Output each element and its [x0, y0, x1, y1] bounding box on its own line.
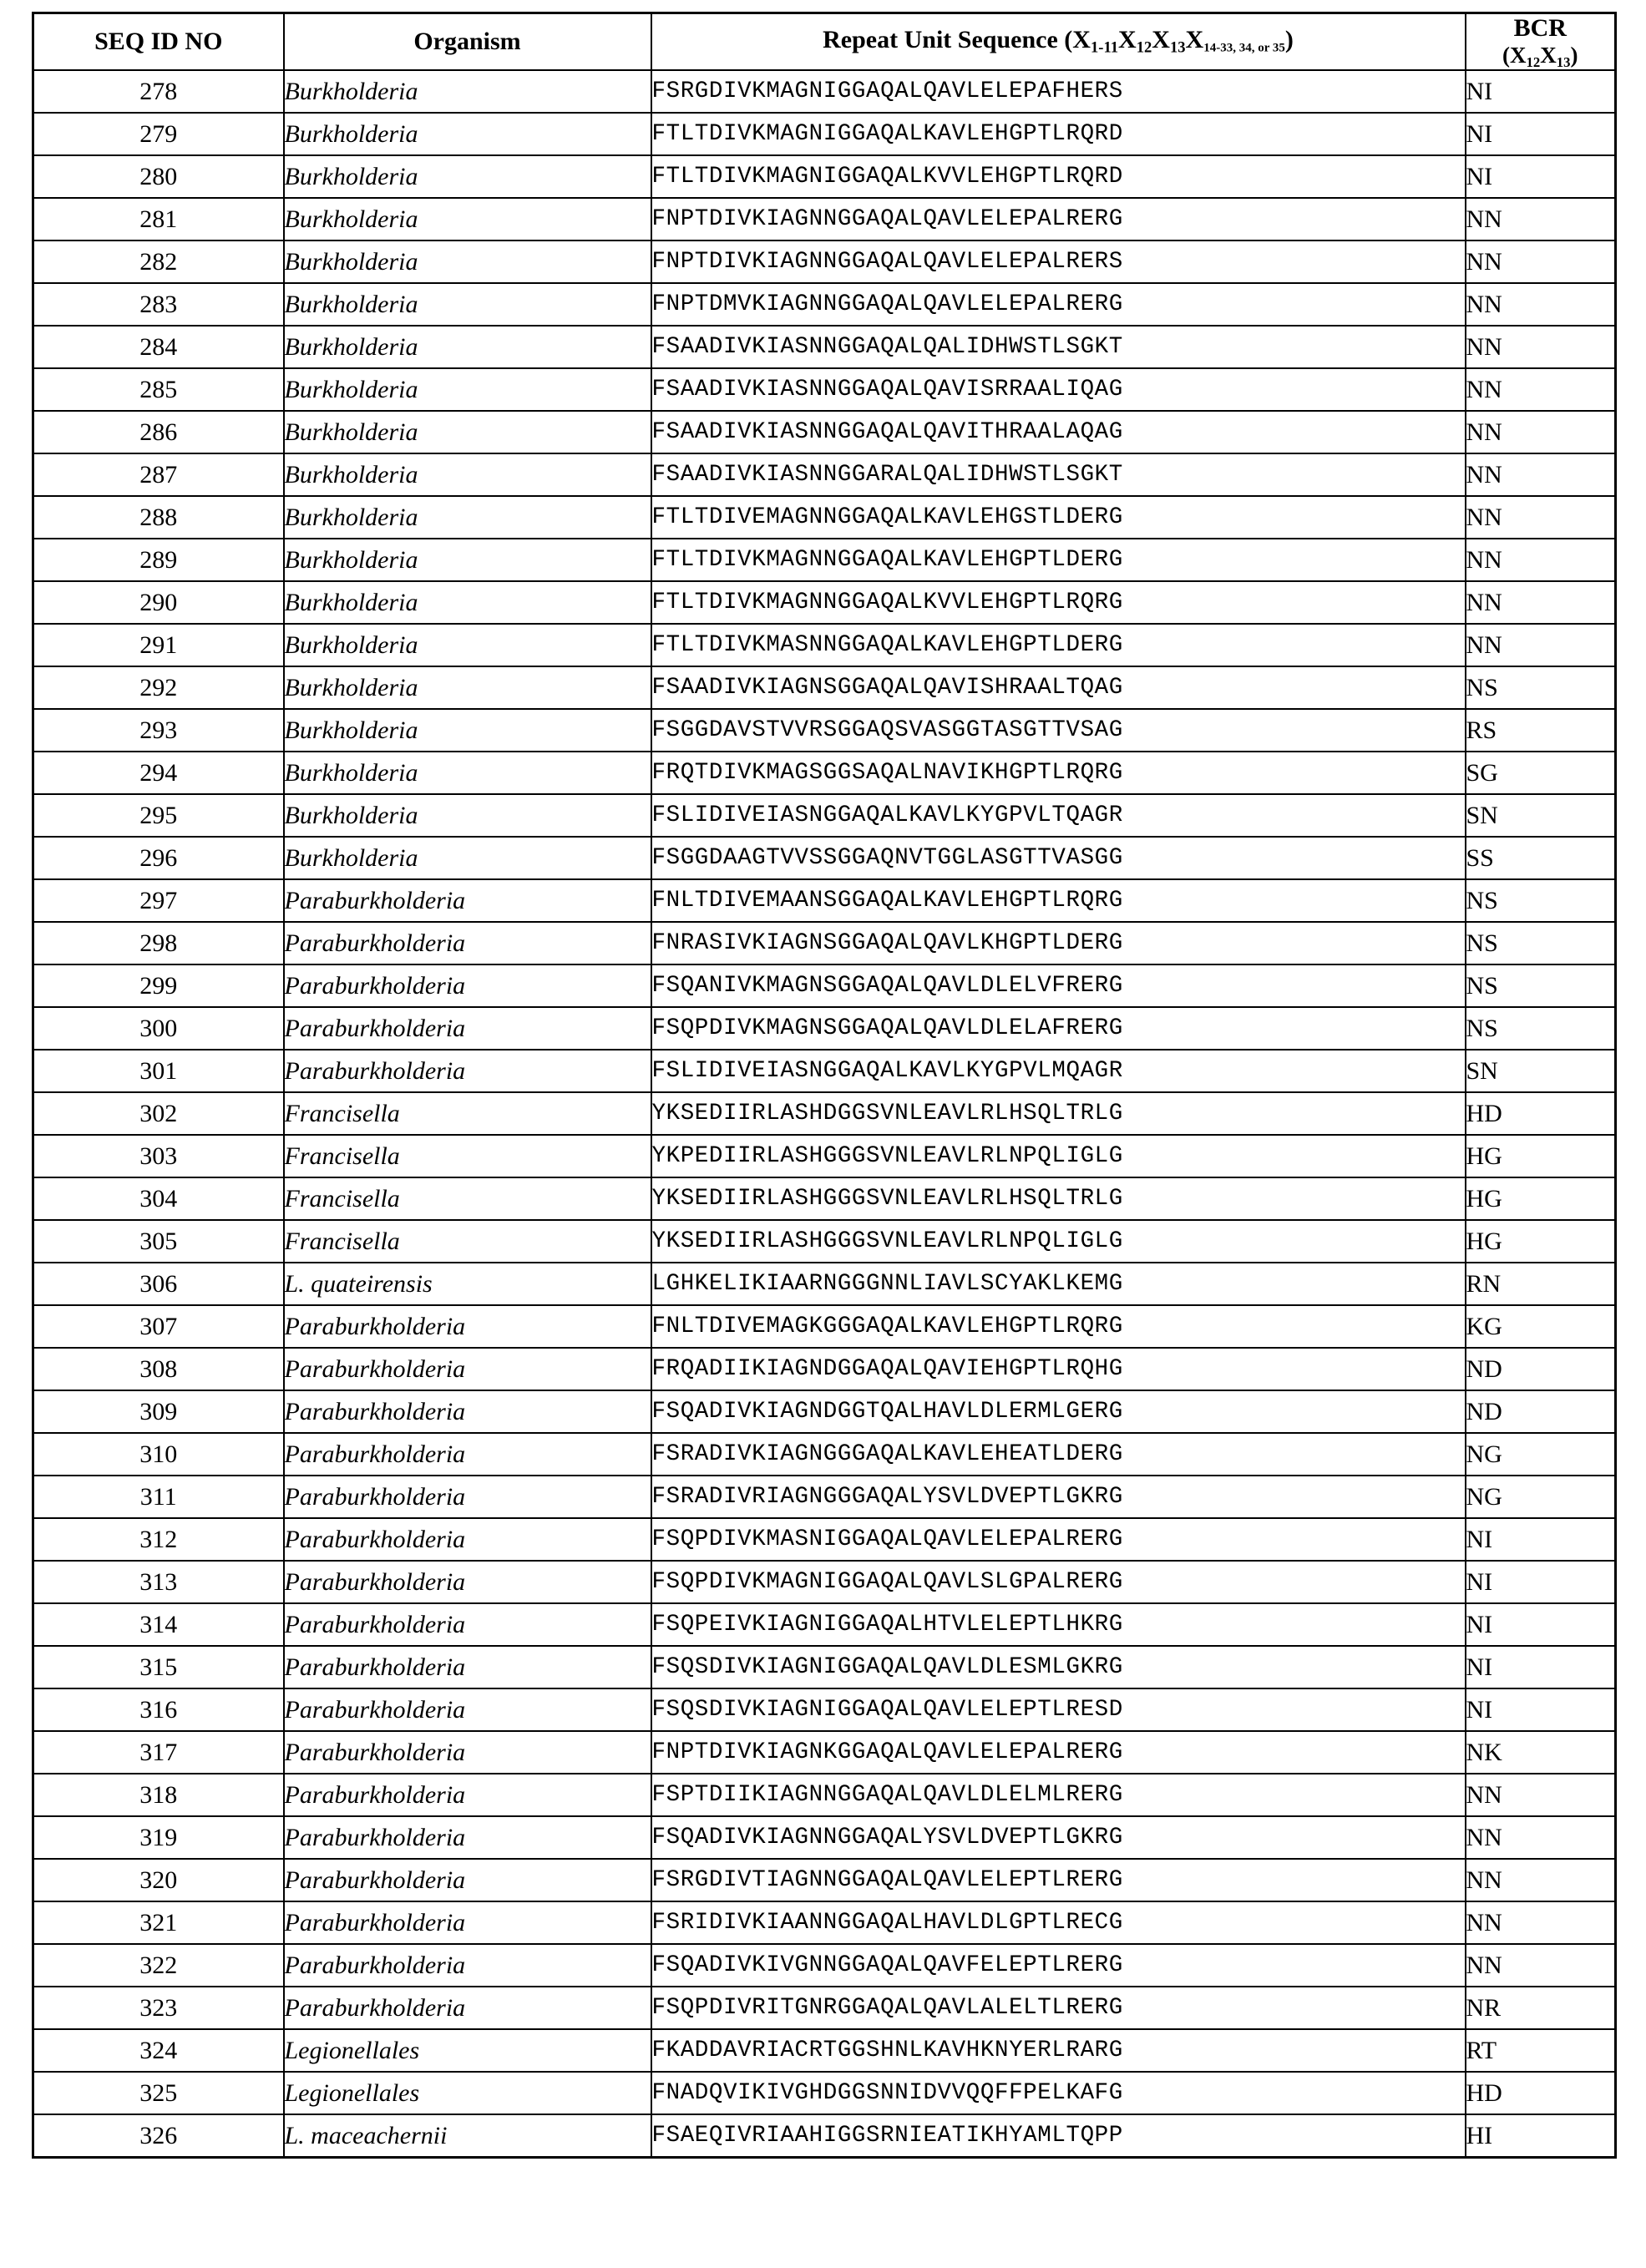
cell-bcr: SN: [1466, 1050, 1616, 1092]
table-row: [33, 453, 1616, 496]
cell-organism: Paraburkholderia: [284, 964, 651, 1007]
cell-seq-id: 290: [33, 581, 284, 624]
cell-repeat-unit: FTLTDIVEMAGNNGGAQALKAVLEHGSTLDERG: [651, 496, 1466, 539]
cell-bcr: NI: [1466, 1603, 1616, 1646]
cell-seq-id: 321: [33, 1901, 284, 1944]
table-row: [33, 496, 1616, 539]
cell-bcr: HD: [1466, 1092, 1616, 1135]
cell-organism: L. maceachernii: [284, 2114, 651, 2158]
cell-bcr: NS: [1466, 879, 1616, 922]
cell-repeat-unit: FSAADIVKIASNNGGARALQALIDHWSTLSGKT: [651, 453, 1466, 496]
cell-repeat-unit: FNLTDIVEMAGKGGGAQALKAVLEHGPTLRQRG: [651, 1305, 1466, 1348]
cell-organism: Burkholderia: [284, 411, 651, 453]
cell-organism: Burkholderia: [284, 368, 651, 411]
cell-seq-id: 284: [33, 326, 284, 368]
cell-seq-id: 312: [33, 1518, 284, 1561]
cell-bcr: NI: [1466, 113, 1616, 155]
table-row: [33, 1603, 1616, 1646]
table-row: [33, 368, 1616, 411]
table-row: [33, 709, 1616, 752]
cell-seq-id: 316: [33, 1688, 284, 1731]
cell-seq-id: 310: [33, 1433, 284, 1476]
cell-seq-id: 313: [33, 1561, 284, 1603]
cell-bcr: NI: [1466, 1561, 1616, 1603]
cell-seq-id: 317: [33, 1731, 284, 1774]
cell-organism: Paraburkholderia: [284, 879, 651, 922]
cell-organism: Burkholderia: [284, 624, 651, 666]
cell-seq-id: 304: [33, 1177, 284, 1220]
cell-seq-id: 289: [33, 539, 284, 581]
cell-bcr: NN: [1466, 1816, 1616, 1859]
cell-repeat-unit: FSAADIVKIASNNGGAQALQALIDHWSTLSGKT: [651, 326, 1466, 368]
cell-organism: Paraburkholderia: [284, 1007, 651, 1050]
column-header-bcr: [1466, 13, 1616, 71]
cell-repeat-unit: FSQPEIVKIAGNIGGAQALHTVLELEPTLHKRG: [651, 1603, 1466, 1646]
table-row: [33, 1433, 1616, 1476]
cell-seq-id: 318: [33, 1774, 284, 1816]
table-row: [33, 1688, 1616, 1731]
table-row: [33, 624, 1616, 666]
cell-organism: Paraburkholderia: [284, 1816, 651, 1859]
column-header-organism: Organism: [284, 13, 651, 71]
table-row: [33, 240, 1616, 283]
bcr-header-label: BCR: [1513, 14, 1567, 42]
cell-bcr: NK: [1466, 1731, 1616, 1774]
cell-organism: Paraburkholderia: [284, 1944, 651, 1987]
cell-repeat-unit: YKSEDIIRLASHGGGSVNLEAVLRLNPQLIGLG: [651, 1220, 1466, 1263]
cell-organism: Burkholderia: [284, 539, 651, 581]
cell-bcr: HG: [1466, 1220, 1616, 1263]
cell-organism: Burkholderia: [284, 283, 651, 326]
cell-repeat-unit: FSQANIVKMAGNSGGAQALQAVLDLELVFRERG: [651, 964, 1466, 1007]
cell-seq-id: 299: [33, 964, 284, 1007]
cell-seq-id: 287: [33, 453, 284, 496]
cell-bcr: HG: [1466, 1177, 1616, 1220]
cell-bcr: NS: [1466, 666, 1616, 709]
cell-bcr: NN: [1466, 326, 1616, 368]
cell-repeat-unit: FTLTDIVKMAGNIGGAQALKAVLEHGPTLRQRD: [651, 113, 1466, 155]
cell-repeat-unit: FSGGDAAGTVVSSGGAQNVTGGLASGTTVASGG: [651, 837, 1466, 879]
table-row: [33, 198, 1616, 240]
column-header-seq-id: SEQ ID NO: [33, 13, 284, 71]
cell-organism: Burkholderia: [284, 496, 651, 539]
cell-repeat-unit: FSQPDIVRITGNRGGAQALQAVLALELTLRERG: [651, 1987, 1466, 2029]
cell-bcr: NN: [1466, 411, 1616, 453]
cell-bcr: NN: [1466, 539, 1616, 581]
table-row: [33, 1476, 1616, 1518]
cell-seq-id: 315: [33, 1646, 284, 1688]
table-row: [33, 1646, 1616, 1688]
table-row: [33, 2029, 1616, 2072]
table-row: [33, 794, 1616, 837]
cell-seq-id: 323: [33, 1987, 284, 2029]
table-row: [33, 1220, 1616, 1263]
cell-bcr: RS: [1466, 709, 1616, 752]
cell-organism: Burkholderia: [284, 581, 651, 624]
cell-organism: Burkholderia: [284, 113, 651, 155]
cell-organism: Burkholderia: [284, 837, 651, 879]
cell-seq-id: 305: [33, 1220, 284, 1263]
cell-organism: Paraburkholderia: [284, 1731, 651, 1774]
cell-repeat-unit: FSQPDIVKMAGNSGGAQALQAVLDLELAFRERG: [651, 1007, 1466, 1050]
cell-repeat-unit: FSAADIVKIAGNSGGAQALQAVISHRAALTQAG: [651, 666, 1466, 709]
cell-seq-id: 282: [33, 240, 284, 283]
cell-seq-id: 314: [33, 1603, 284, 1646]
cell-organism: Legionellales: [284, 2072, 651, 2114]
cell-seq-id: 281: [33, 198, 284, 240]
cell-repeat-unit: FSAADIVKIASNNGGAQALQAVITHRAALAQAG: [651, 411, 1466, 453]
cell-organism: Legionellales: [284, 2029, 651, 2072]
cell-bcr: RN: [1466, 1263, 1616, 1305]
cell-bcr: NN: [1466, 198, 1616, 240]
cell-organism: Paraburkholderia: [284, 1688, 651, 1731]
table-row: [33, 326, 1616, 368]
table-row: [33, 2072, 1616, 2114]
cell-organism: Paraburkholderia: [284, 1774, 651, 1816]
cell-bcr: ND: [1466, 1390, 1616, 1433]
table-row: [33, 1987, 1616, 2029]
cell-bcr: NG: [1466, 1433, 1616, 1476]
cell-organism: Burkholderia: [284, 752, 651, 794]
cell-repeat-unit: FTLTDIVKMAGNIGGAQALKVVLEHGPTLRQRD: [651, 155, 1466, 198]
cell-seq-id: 300: [33, 1007, 284, 1050]
cell-organism: Francisella: [284, 1220, 651, 1263]
cell-repeat-unit: FSQPDIVKMASNIGGAQALQAVLELEPALRERG: [651, 1518, 1466, 1561]
cell-bcr: HI: [1466, 2114, 1616, 2158]
cell-bcr: NS: [1466, 964, 1616, 1007]
table-row: [33, 1561, 1616, 1603]
cell-bcr: NN: [1466, 496, 1616, 539]
table-row: [33, 1816, 1616, 1859]
cell-repeat-unit: FSLIDIVEIASNGGAQALKAVLKYGPVLTQAGR: [651, 794, 1466, 837]
cell-organism: Burkholderia: [284, 240, 651, 283]
cell-repeat-unit: YKSEDIIRLASHDGGSVNLEAVLRLHSQLTRLG: [651, 1092, 1466, 1135]
cell-repeat-unit: FKADDAVRIACRTGGSHNLKAVHKNYERLRARG: [651, 2029, 1466, 2072]
table-row: [33, 539, 1616, 581]
table-row: [33, 283, 1616, 326]
table-header-row: [33, 13, 1616, 71]
table-row: [33, 1135, 1616, 1177]
sequence-table: [32, 12, 1617, 2159]
cell-seq-id: 324: [33, 2029, 284, 2072]
cell-repeat-unit: FTLTDIVKMASNNGGAQALKAVLEHGPTLDERG: [651, 624, 1466, 666]
cell-seq-id: 309: [33, 1390, 284, 1433]
cell-seq-id: 296: [33, 837, 284, 879]
cell-seq-id: 280: [33, 155, 284, 198]
cell-organism: Paraburkholderia: [284, 1561, 651, 1603]
table-row: [33, 1092, 1616, 1135]
cell-seq-id: 292: [33, 666, 284, 709]
cell-organism: Paraburkholderia: [284, 1050, 651, 1092]
cell-repeat-unit: FSQADIVKIAGNDGGTQALHAVLDLERMLGERG: [651, 1390, 1466, 1433]
cell-seq-id: 291: [33, 624, 284, 666]
table-row: [33, 666, 1616, 709]
cell-seq-id: 325: [33, 2072, 284, 2114]
cell-organism: Paraburkholderia: [284, 1390, 651, 1433]
table-row: [33, 1901, 1616, 1944]
cell-bcr: NS: [1466, 922, 1616, 964]
cell-bcr: ND: [1466, 1348, 1616, 1390]
cell-repeat-unit: FSLIDIVEIASNGGAQALKAVLKYGPVLMQAGR: [651, 1050, 1466, 1092]
cell-seq-id: 279: [33, 113, 284, 155]
cell-repeat-unit: FNPTDIVKIAGNKGGAQALQAVLELEPALRERG: [651, 1731, 1466, 1774]
cell-seq-id: 293: [33, 709, 284, 752]
cell-organism: L. quateirensis: [284, 1263, 651, 1305]
cell-repeat-unit: LGHKELIKIAARNGGGNNLIAVLSCYAKLKEMG: [651, 1263, 1466, 1305]
cell-repeat-unit: YKSEDIIRLASHGGGSVNLEAVLRLHSQLTRLG: [651, 1177, 1466, 1220]
cell-seq-id: 319: [33, 1816, 284, 1859]
cell-repeat-unit: FSAEQIVRIAAHIGGSRNIEATIKHYAMLTQPP: [651, 2114, 1466, 2158]
cell-repeat-unit: FSQSDIVKIAGNIGGAQALQAVLELEPTLRESD: [651, 1688, 1466, 1731]
table-row: [33, 879, 1616, 922]
table-row: [33, 70, 1616, 113]
cell-repeat-unit: FSQADIVKIVGNNGGAQALQAVFELEPTLRERG: [651, 1944, 1466, 1987]
cell-seq-id: 307: [33, 1305, 284, 1348]
cell-bcr: NN: [1466, 240, 1616, 283]
cell-repeat-unit: FNRASIVKIAGNSGGAQALQAVLKHGPTLDERG: [651, 922, 1466, 964]
table-row: [33, 1007, 1616, 1050]
cell-repeat-unit: FTLTDIVKMAGNNGGAQALKAVLEHGPTLDERG: [651, 539, 1466, 581]
table-row: [33, 964, 1616, 1007]
cell-organism: Paraburkholderia: [284, 1901, 651, 1944]
table-row: [33, 113, 1616, 155]
cell-seq-id: 326: [33, 2114, 284, 2158]
cell-seq-id: 298: [33, 922, 284, 964]
cell-organism: Burkholderia: [284, 326, 651, 368]
cell-repeat-unit: FSQPDIVKMAGNIGGAQALQAVLSLGPALRERG: [651, 1561, 1466, 1603]
cell-organism: Burkholderia: [284, 70, 651, 113]
cell-repeat-unit: FNPTDIVKIAGNNGGAQALQAVLELEPALRERS: [651, 240, 1466, 283]
cell-organism: Paraburkholderia: [284, 1603, 651, 1646]
table-row: [33, 411, 1616, 453]
cell-bcr: NN: [1466, 1901, 1616, 1944]
table-row: [33, 2114, 1616, 2158]
cell-bcr: NI: [1466, 1646, 1616, 1688]
cell-bcr: NI: [1466, 1518, 1616, 1561]
cell-repeat-unit: FSRIDIVKIAANNGGAQALHAVLDLGPTLRECG: [651, 1901, 1466, 1944]
cell-bcr: NI: [1466, 155, 1616, 198]
cell-seq-id: 283: [33, 283, 284, 326]
cell-repeat-unit: FNLTDIVEMAANSGGAQALKAVLEHGPTLRQRG: [651, 879, 1466, 922]
cell-bcr: NN: [1466, 1774, 1616, 1816]
cell-repeat-unit: FSAADIVKIASNNGGAQALQAVISRRAALIQAG: [651, 368, 1466, 411]
cell-seq-id: 288: [33, 496, 284, 539]
cell-seq-id: 303: [33, 1135, 284, 1177]
cell-repeat-unit: FSGGDAVSTVVRSGGAQSVASGGTASGTTVSAG: [651, 709, 1466, 752]
table-row: [33, 752, 1616, 794]
cell-organism: Paraburkholderia: [284, 1476, 651, 1518]
cell-bcr: HD: [1466, 2072, 1616, 2114]
table-row: [33, 1774, 1616, 1816]
table-row: [33, 837, 1616, 879]
cell-organism: Burkholderia: [284, 794, 651, 837]
cell-seq-id: 295: [33, 794, 284, 837]
cell-repeat-unit: FRQTDIVKMAGSGGSAQALNAVIKHGPTLRQRG: [651, 752, 1466, 794]
cell-seq-id: 301: [33, 1050, 284, 1092]
table-row: [33, 1177, 1616, 1220]
cell-repeat-unit: FSRGDIVKMAGNIGGAQALQAVLELEPAFHERS: [651, 70, 1466, 113]
table-row: [33, 1348, 1616, 1390]
cell-repeat-unit: FRQADIIKIAGNDGGAQALQAVIEHGPTLRQHG: [651, 1348, 1466, 1390]
table-row: [33, 1731, 1616, 1774]
cell-seq-id: 285: [33, 368, 284, 411]
cell-organism: Paraburkholderia: [284, 1646, 651, 1688]
cell-organism: Francisella: [284, 1092, 651, 1135]
cell-bcr: NN: [1466, 1944, 1616, 1987]
cell-seq-id: 320: [33, 1859, 284, 1901]
cell-seq-id: 278: [33, 70, 284, 113]
table-row: [33, 1050, 1616, 1092]
table-row: [33, 1263, 1616, 1305]
cell-organism: Burkholderia: [284, 453, 651, 496]
cell-bcr: NN: [1466, 1859, 1616, 1901]
cell-organism: Francisella: [284, 1177, 651, 1220]
table-row: [33, 1859, 1616, 1901]
cell-repeat-unit: YKPEDIIRLASHGGGSVNLEAVLRLNPQLIGLG: [651, 1135, 1466, 1177]
cell-bcr: NN: [1466, 624, 1616, 666]
table-row: [33, 922, 1616, 964]
cell-organism: Burkholderia: [284, 709, 651, 752]
table-row: [33, 581, 1616, 624]
cell-repeat-unit: FSRGDIVTIAGNNGGAQALQAVLELEPTLRERG: [651, 1859, 1466, 1901]
cell-seq-id: 306: [33, 1263, 284, 1305]
cell-organism: Burkholderia: [284, 198, 651, 240]
cell-repeat-unit: FSPTDIIKIAGNNGGAQALQAVLDLELMLRERG: [651, 1774, 1466, 1816]
cell-bcr: NN: [1466, 581, 1616, 624]
column-header-repeat-unit-sequence: [651, 13, 1466, 71]
cell-bcr: NG: [1466, 1476, 1616, 1518]
cell-bcr: NR: [1466, 1987, 1616, 2029]
cell-bcr: RT: [1466, 2029, 1616, 2072]
cell-repeat-unit: FNPTDIVKIAGNNGGAQALQAVLELEPALRERG: [651, 198, 1466, 240]
cell-bcr: HG: [1466, 1135, 1616, 1177]
cell-bcr: SG: [1466, 752, 1616, 794]
cell-organism: Burkholderia: [284, 155, 651, 198]
cell-organism: Paraburkholderia: [284, 1305, 651, 1348]
cell-repeat-unit: FNADQVIKIVGHDGGSNNIDVVQQFFPELKAFG: [651, 2072, 1466, 2114]
cell-repeat-unit: FNPTDMVKIAGNNGGAQALQAVLELEPALRERG: [651, 283, 1466, 326]
bcr-header-sublabel: $(X_{12}X_{13})$: [1502, 42, 1578, 70]
cell-seq-id: 286: [33, 411, 284, 453]
cell-organism: Francisella: [284, 1135, 651, 1177]
cell-organism: Paraburkholderia: [284, 1859, 651, 1901]
cell-bcr: NN: [1466, 283, 1616, 326]
cell-organism: Paraburkholderia: [284, 1987, 651, 2029]
cell-bcr: SN: [1466, 794, 1616, 837]
cell-seq-id: 302: [33, 1092, 284, 1135]
cell-repeat-unit: FSQADIVKIAGNNGGAQALYSVLDVEPTLGKRG: [651, 1816, 1466, 1859]
cell-repeat-unit: FSRADIVKIAGNGGGAQALKAVLEHEATLDERG: [651, 1433, 1466, 1476]
repeat-unit-header-text: Repeat Unit Sequence ($X_{1-11}X_{12}X_{13}X14-33$, 34, or 35): [823, 26, 1294, 57]
cell-bcr: NI: [1466, 70, 1616, 113]
cell-organism: Paraburkholderia: [284, 922, 651, 964]
cell-seq-id: 311: [33, 1476, 284, 1518]
cell-bcr: NS: [1466, 1007, 1616, 1050]
cell-seq-id: 297: [33, 879, 284, 922]
cell-organism: Paraburkholderia: [284, 1348, 651, 1390]
cell-organism: Paraburkholderia: [284, 1518, 651, 1561]
cell-seq-id: 294: [33, 752, 284, 794]
cell-bcr: KG: [1466, 1305, 1616, 1348]
cell-organism: Paraburkholderia: [284, 1433, 651, 1476]
cell-repeat-unit: FSRADIVRIAGNGGGAQALYSVLDVEPTLGKRG: [651, 1476, 1466, 1518]
cell-repeat-unit: FSQSDIVKIAGNIGGAQALQAVLDLESMLGKRG: [651, 1646, 1466, 1688]
table-row: [33, 155, 1616, 198]
table-row: [33, 1944, 1616, 1987]
table-row: [33, 1518, 1616, 1561]
cell-organism: Burkholderia: [284, 666, 651, 709]
table-body: [33, 70, 1616, 2158]
table-row: [33, 1305, 1616, 1348]
cell-seq-id: 308: [33, 1348, 284, 1390]
cell-repeat-unit: FTLTDIVKMAGNNGGAQALKVVLEHGPTLRQRG: [651, 581, 1466, 624]
cell-bcr: SS: [1466, 837, 1616, 879]
cell-bcr: NI: [1466, 1688, 1616, 1731]
cell-seq-id: 322: [33, 1944, 284, 1987]
cell-bcr: NN: [1466, 368, 1616, 411]
table-header: [33, 13, 1616, 71]
table-row: [33, 1390, 1616, 1433]
cell-bcr: NN: [1466, 453, 1616, 496]
